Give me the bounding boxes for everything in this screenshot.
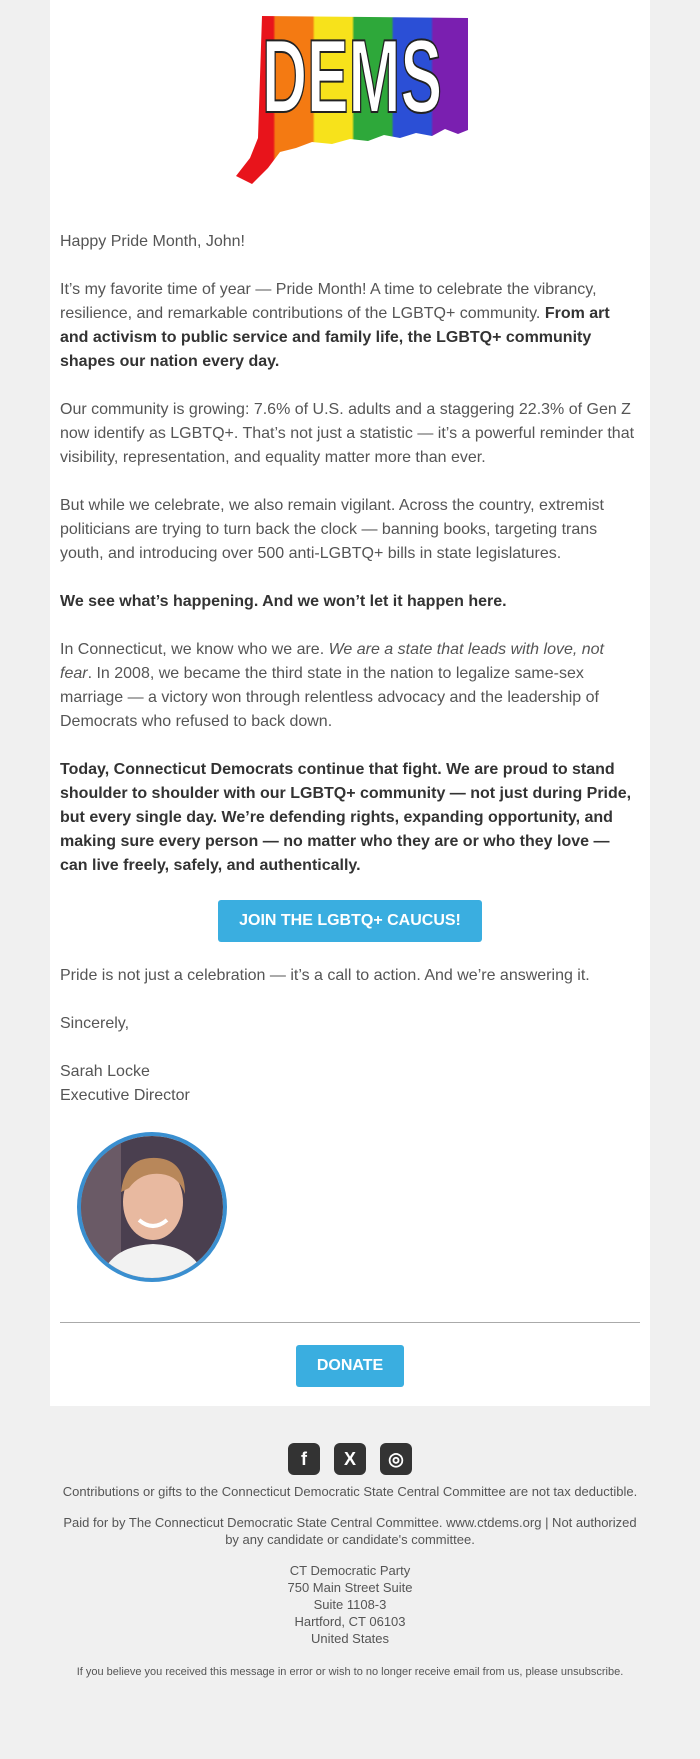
signer-title: Executive Director bbox=[60, 1087, 190, 1104]
closing: Sincerely, bbox=[60, 1015, 130, 1032]
signer-name: Sarah Locke bbox=[60, 1063, 150, 1080]
footer bbox=[60, 1443, 640, 1694]
x-twitter-icon[interactable]: X bbox=[334, 1443, 366, 1475]
facebook-icon[interactable]: f bbox=[288, 1443, 320, 1475]
greeting: Happy Pride Month, John! bbox=[60, 233, 245, 250]
mailing-address: CT Democratic Party 750 Main Street Suite Suite 1108-3 Hartford, CT 06103 United States bbox=[287, 1563, 413, 1646]
signer-photo bbox=[77, 1132, 227, 1282]
paragraph-1: It’s my favorite time of year — Pride Month! A time to celebrate the vibrancy, resilience, and remarkable contributions of the LGBTQ+ community. From art and activism to public service and family life, the LGBTQ+ community shapes our nation every day. bbox=[60, 281, 610, 370]
join-caucus-button[interactable]: JOIN THE LGBTQ+ CAUCUS! bbox=[218, 900, 482, 942]
donate-button[interactable]: DONATE bbox=[296, 1345, 404, 1387]
signature bbox=[60, 1012, 640, 1108]
paragraph-2: Our community is growing: 7.6% of U.S. adults and a staggering 22.3% of Gen Z now identify as LGBTQ+. That’s not just a statistic — it’s a powerful reminder that visibility, representation, and equality matter more than ever. bbox=[60, 401, 635, 466]
email-body bbox=[60, 230, 640, 1108]
logo-text: DEMS bbox=[262, 19, 442, 135]
paragraph-7: Pride is not just a celebration — it’s a call to action. And we’re answering it. bbox=[60, 967, 590, 984]
unsubscribe-notice[interactable]: If you believe you received this message in error or wish to no longer receive email from us, please unsubscribe. bbox=[76, 1666, 624, 1678]
paragraph-6: Today, Connecticut Democrats continue that fight. We are proud to stand shoulder to shoulder with our LGBTQ+ community — not just during Pride, but every single day. We’re defending rights, expanding opportunity, and making sure every person — no matter who they are or who they love — can live freely, safely, and authentically. bbox=[60, 761, 632, 874]
paid-for-disclaimer: Paid for by The Connecticut Democratic State Central Committee. www.ctdems.org | Not authorized by any candidate or candidate's committee. bbox=[63, 1515, 637, 1547]
paragraph-5: In Connecticut, we know who we are. We are a state that leads with love, not fear. In 2008, we became the third state in the nation to legalize same-sex marriage — a victory won through relentless advocacy and the leadership of Democrats who refused to back down. bbox=[60, 641, 604, 730]
paragraph-4: We see what’s happening. And we won’t let it happen here. bbox=[60, 593, 507, 610]
paragraph-3: But while we celebrate, we also remain vigilant. Across the country, extremist politicians are trying to turn back the clock — banning books, targeting trans youth, and introducing over 500 anti-LGBTQ+ bills in state legislatures. bbox=[60, 497, 604, 562]
divider bbox=[60, 1322, 640, 1323]
instagram-icon[interactable]: ◎ bbox=[380, 1443, 412, 1475]
tax-note: Contributions or gifts to the Connecticut Democratic State Central Committee are not tax deductible. bbox=[62, 1484, 638, 1499]
